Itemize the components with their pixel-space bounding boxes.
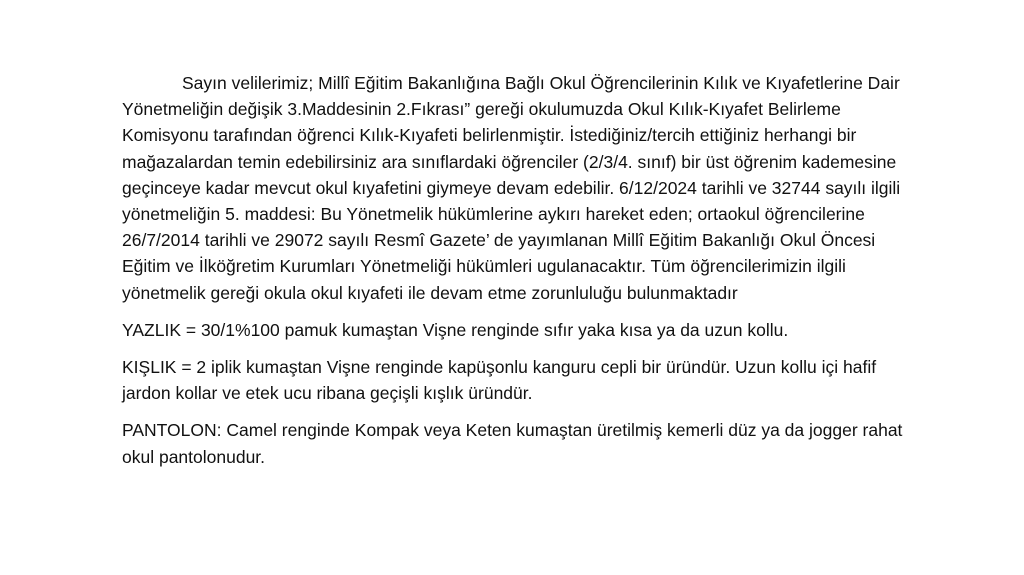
trousers-paragraph: PANTOLON: Camel renginde Kompak veya Keten kumaştan üretilmiş kemerli düz ya da jogger rahat okul pantolonudur. [122,420,903,467]
intro-paragraph-text: Sayın velilerimiz; Millî Eğitim Bakanlığına Bağlı Okul Öğrencilerinin Kılık ve Kıyafetlerine Dair Yönetmeliğin değişik 3.Maddesinin 2.Fıkrası” gereği okulumuzda Okul Kılık-Kıyafet Belirleme Komisyonu tarafından öğrenci Kılık-Kıyafeti belirlenmiştir. İstediğiniz/tercih ettiğiniz herhangi bir mağazalardan temin edebilirsiniz ara sınıflardaki öğrenciler (2/3/4. sınıf) bir üst öğrenim kademesine geçinceye kadar mevcut okul kıyafetini giymeye devam edebilir. 6/12/2024 tarihli ve 32744 sayılı ilgili yönetmeliğin 5. maddesi: Bu Yönetmelik hükümlerine aykırı hareket eden; ortaokul öğrencilerine 26/7/2014 tarihli ve 29072 sayılı Resmî Gazete’ de yayımlanan Millî Eğitim Bakanlığı Okul Öncesi Eğitim ve İlköğretim Kurumları Yönetmeliği hükümleri ugulanacaktır. Tüm öğrencilerimizin ilgili yönetmelik gereği okula okul kıyafeti ile devam etme zorunluluğu bulunmaktadır [122,73,901,303]
intro-paragraph [122,70,922,306]
winter-uniform-paragraph: KIŞLIK = 2 iplik kumaştan Vişne renginde kapüşonlu kanguru cepli bir üründür. Uzun kollu içi hafif jardon kollar ve etek ucu ribana geçişli kışlık üründür. [122,357,877,404]
summer-uniform-paragraph: YAZLIK = 30/1%100 pamuk kumaştan Vişne renginde sıfır yaka kısa ya da uzun kollu. [122,319,789,340]
document-body [122,70,922,470]
